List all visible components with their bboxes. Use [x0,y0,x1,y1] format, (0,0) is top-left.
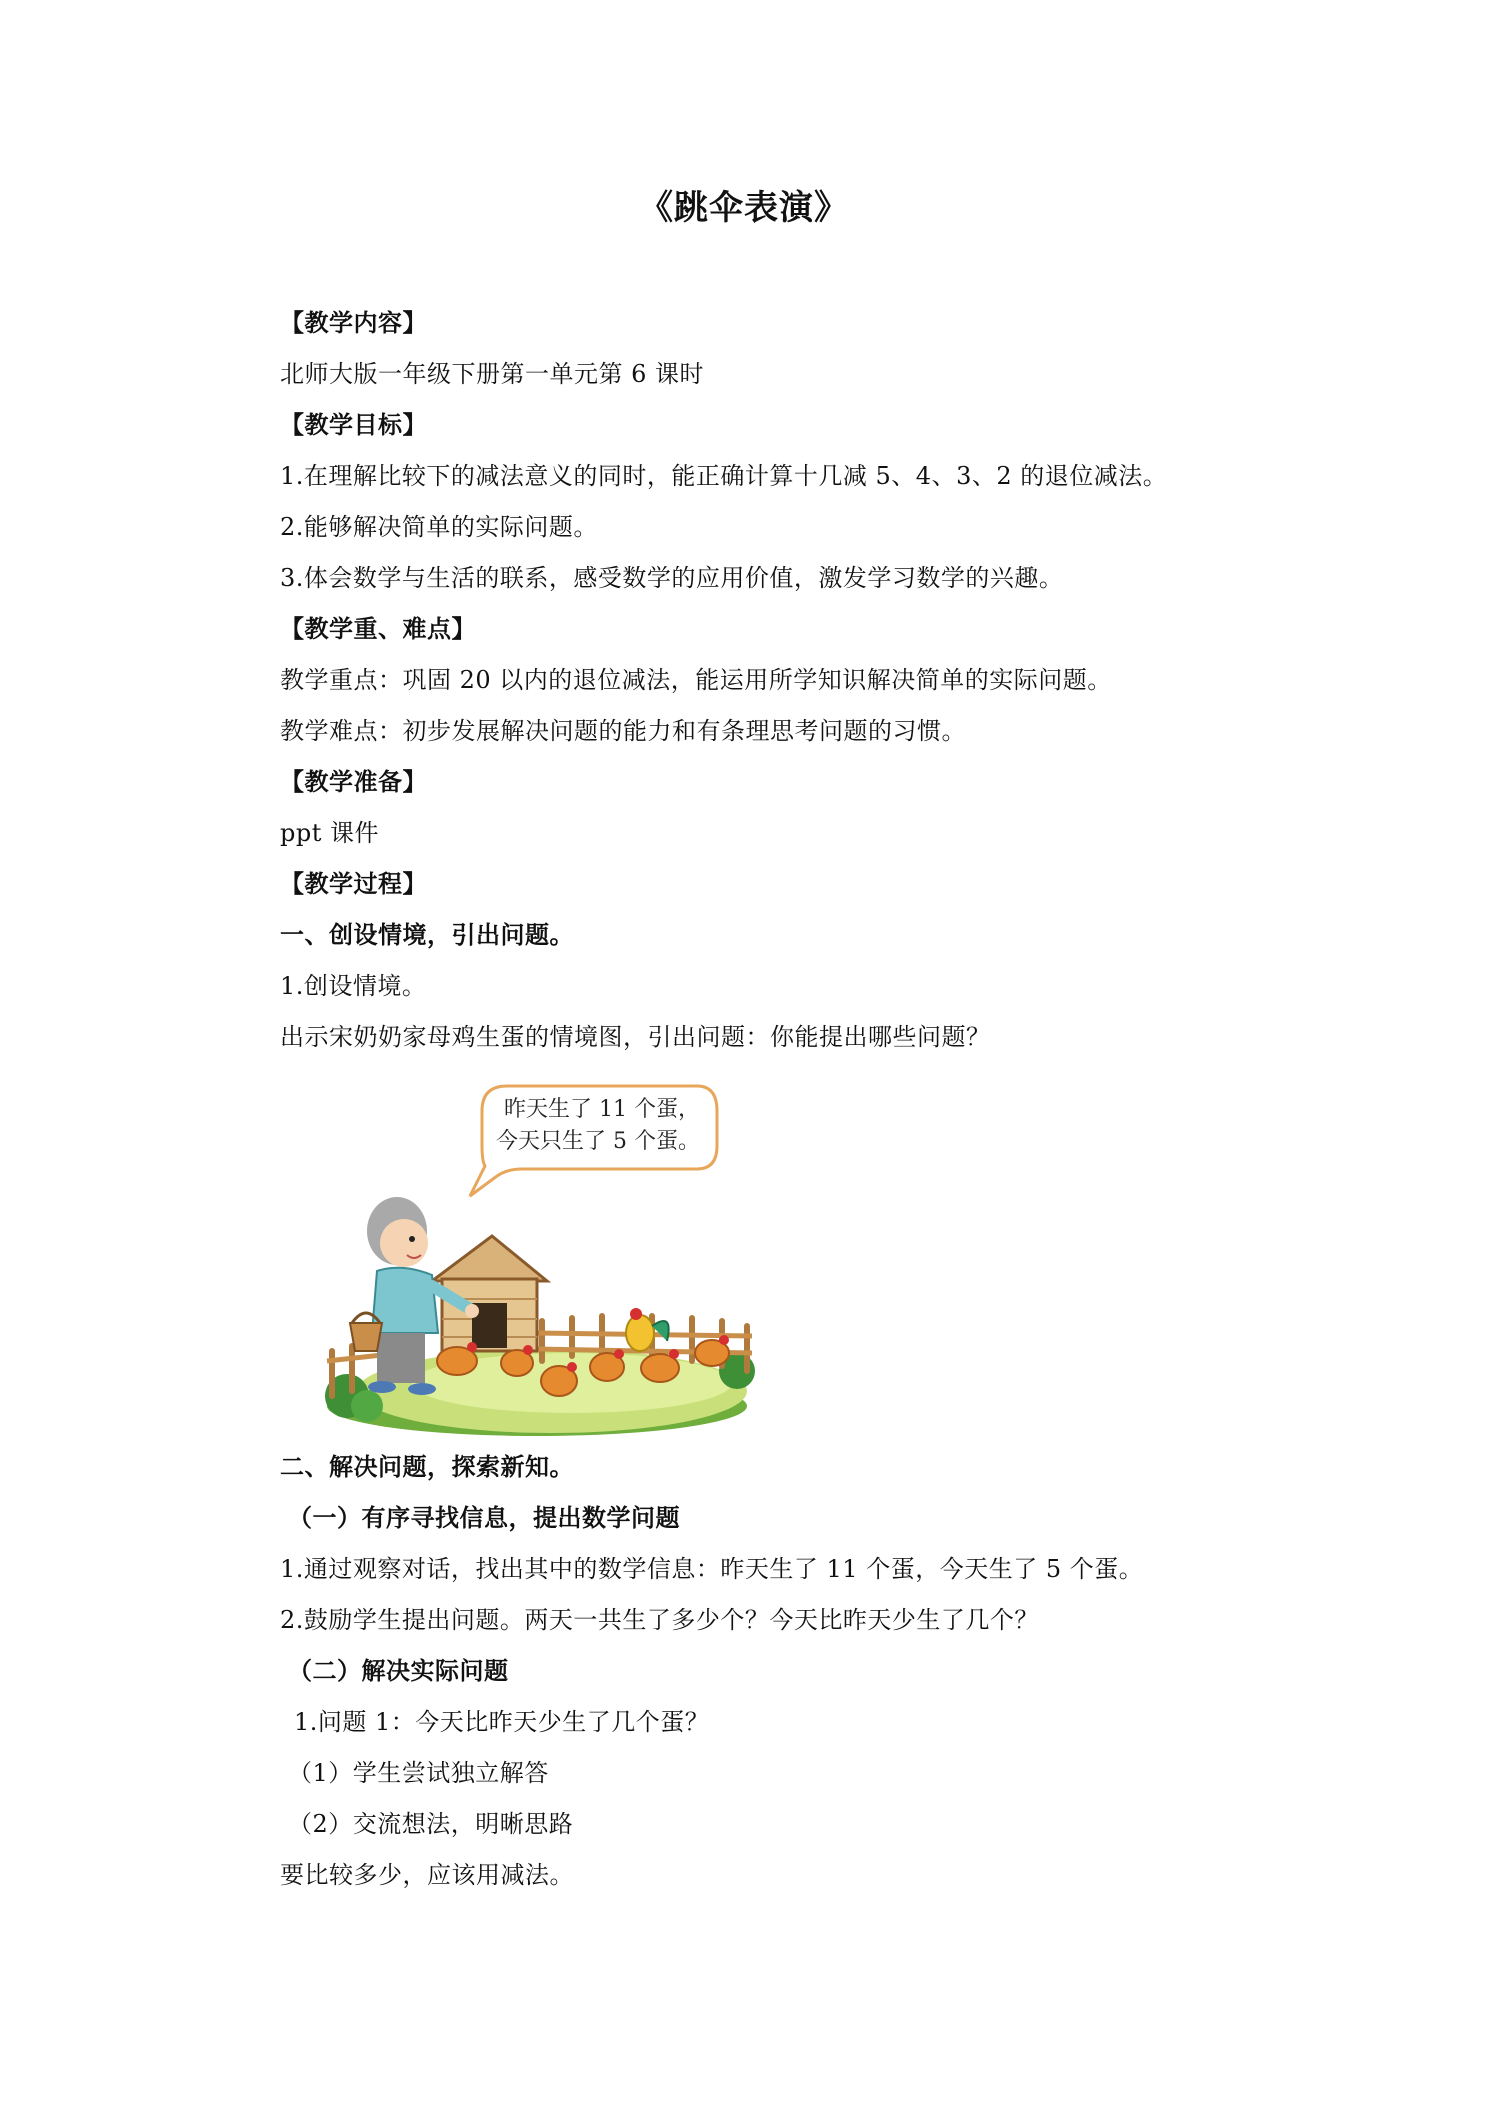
subsection1-line: 2.鼓励学生提出问题。两天一共生了多少个？今天比昨天少生了几个？ [280,1606,1039,1634]
goal-item: 2.能够解决简单的实际问题。 [280,513,598,541]
goal-item: 3.体会数学与生活的联系，感受数学的应用价值，激发学习数学的兴趣。 [280,564,1064,592]
farm-scene-image [322,1071,772,1436]
conclusion-text: 要比较多少，应该用减法。 [280,1861,574,1889]
step-item: （2）交流想法，明晰思路 [288,1810,574,1838]
hen-farm-illustration [322,1071,772,1436]
step-item: （1）学生尝试独立解答 [288,1759,549,1787]
goal-item: 1.在理解比较下的减法意义的同时，能正确计算十几减 5、4、3、2 的退位减法。 [280,462,1168,490]
section-heading-content: 【教学内容】 [280,309,427,337]
document-body [280,298,1240,1901]
part1-heading: 一、创设情境，引出问题。 [280,921,574,949]
part1-line: 出示宋奶奶家母鸡生蛋的情境图，引出问题：你能提出哪些问题？ [280,1023,991,1051]
section-heading-goals: 【教学目标】 [280,411,427,439]
key-point-item: 教学难点：初步发展解决问题的能力和有条理思考问题的习惯。 [280,717,966,745]
section-heading-key-points: 【教学重、难点】 [280,615,476,643]
content-text: 北师大版一年级下册第一单元第 6 课时 [280,360,705,388]
subsection2-heading: （二）解决实际问题 [288,1657,509,1685]
speech-bubble-line1: 昨天生了 11 个蛋， [504,1097,700,1122]
preparation-text: ppt 课件 [280,819,379,847]
part2-heading: 二、解决问题，探索新知。 [280,1453,574,1481]
section-heading-preparation: 【教学准备】 [280,768,427,796]
document-title: 《跳伞表演》 [639,188,849,228]
part1-line: 1.创设情境。 [280,972,427,1000]
key-point-item: 教学重点：巩固 20 以内的退位减法，能运用所学知识解决简单的实际问题。 [280,666,1112,694]
question1-text: 1.问题 1：今天比昨天少生了几个蛋？ [294,1708,710,1736]
section-heading-process: 【教学过程】 [280,870,427,898]
speech-bubble-line2: 今天只生了 5 个蛋。 [496,1129,700,1154]
subsection1-line: 1.通过观察对话，找出其中的数学信息：昨天生了 11 个蛋，今天生了 5 个蛋。 [280,1555,1144,1583]
subsection1-heading: （一）有序寻找信息，提出数学问题 [288,1504,680,1532]
